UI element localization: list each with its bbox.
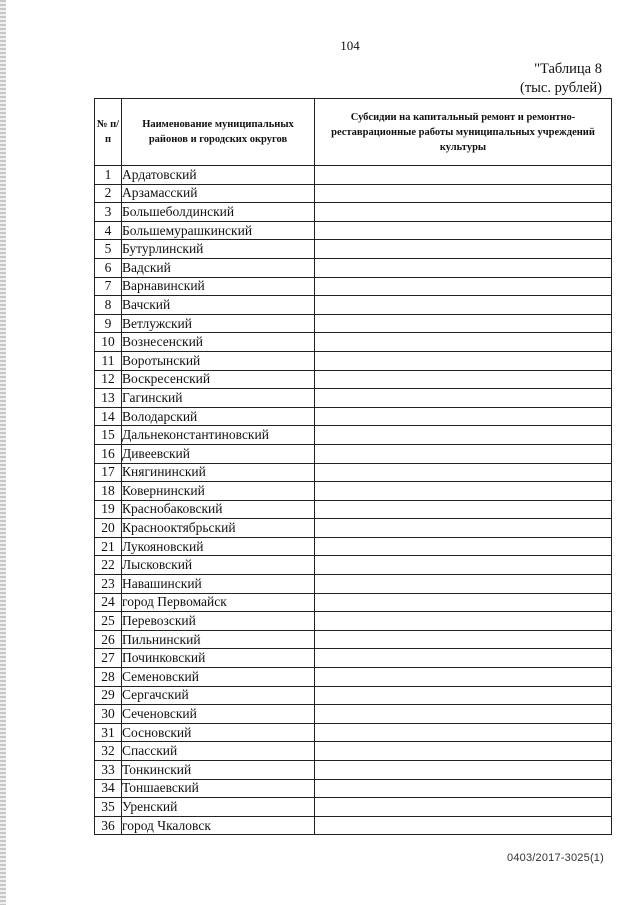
district-name: Варнавинский [122, 277, 315, 296]
row-number: 30 [95, 705, 122, 724]
subsidy-value [315, 314, 612, 333]
table-body [95, 166, 612, 835]
subsidy-value [315, 370, 612, 389]
district-name: Краснобаковский [122, 500, 315, 519]
table-row [95, 482, 612, 501]
subsidy-value [315, 779, 612, 798]
table-row [95, 166, 612, 185]
row-number: 7 [95, 277, 122, 296]
district-name: Пильнинский [122, 630, 315, 649]
district-name: Дальнеконстантиновский [122, 426, 315, 445]
subsidy-table [94, 98, 612, 835]
subsidy-value [315, 537, 612, 556]
row-number: 29 [95, 686, 122, 705]
table-row [95, 593, 612, 612]
subsidy-value [315, 761, 612, 780]
table-row [95, 258, 612, 277]
row-number: 23 [95, 575, 122, 594]
table-row [95, 370, 612, 389]
table-row [95, 277, 612, 296]
subsidy-value [315, 798, 612, 817]
subsidy-value [315, 593, 612, 612]
header-name: Наименование муниципальных районов и городских округов [122, 99, 315, 166]
subsidy-value [315, 575, 612, 594]
subsidy-value [315, 630, 612, 649]
table-row [95, 314, 612, 333]
district-name: Сергачский [122, 686, 315, 705]
row-number: 17 [95, 463, 122, 482]
subsidy-value [315, 444, 612, 463]
subsidy-value [315, 742, 612, 761]
table-row [95, 761, 612, 780]
subsidy-value [315, 426, 612, 445]
row-number: 5 [95, 240, 122, 259]
district-name: Спасский [122, 742, 315, 761]
table-row [95, 612, 612, 631]
row-number: 32 [95, 742, 122, 761]
row-number: 20 [95, 519, 122, 538]
table-row [95, 389, 612, 408]
document-code: 0403/2017-3025(1) [507, 852, 604, 864]
subsidy-value [315, 389, 612, 408]
subsidy-value [315, 500, 612, 519]
subsidy-value [315, 649, 612, 668]
table-row [95, 333, 612, 352]
district-name: Вознесенский [122, 333, 315, 352]
table-title: "Таблица 8 [534, 61, 602, 77]
page-number: 104 [340, 38, 360, 53]
row-number: 18 [95, 482, 122, 501]
subsidy-value [315, 351, 612, 370]
subsidy-value [315, 221, 612, 240]
row-number: 13 [95, 389, 122, 408]
row-number: 24 [95, 593, 122, 612]
table-row [95, 686, 612, 705]
table-row [95, 649, 612, 668]
table-row [95, 240, 612, 259]
district-name: Гагинский [122, 389, 315, 408]
district-name: Уренский [122, 798, 315, 817]
table-row [95, 723, 612, 742]
district-name: Ардатовский [122, 166, 315, 185]
district-name: Тонкинский [122, 761, 315, 780]
table-row [95, 463, 612, 482]
subsidy-value [315, 668, 612, 687]
table-row [95, 798, 612, 817]
district-name: город Первомайск [122, 593, 315, 612]
district-name: Ветлужский [122, 314, 315, 333]
subsidy-value [315, 333, 612, 352]
district-name: Краснооктябрьский [122, 519, 315, 538]
row-number: 26 [95, 630, 122, 649]
district-name: Тоншаевский [122, 779, 315, 798]
row-number: 4 [95, 221, 122, 240]
row-number: 14 [95, 407, 122, 426]
row-number: 22 [95, 556, 122, 575]
table-units: (тыс. рублей) [520, 80, 602, 96]
header-subsidy: Субсидии на капитальный ремонт и ремонтно-реставрационные работы муниципальных учреждений культуры [315, 99, 612, 166]
table-row [95, 519, 612, 538]
table-row [95, 296, 612, 315]
table-row [95, 203, 612, 222]
row-number: 12 [95, 370, 122, 389]
row-number: 27 [95, 649, 122, 668]
district-name: Сосновский [122, 723, 315, 742]
row-number: 16 [95, 444, 122, 463]
row-number: 19 [95, 500, 122, 519]
table-row [95, 705, 612, 724]
subsidy-value [315, 296, 612, 315]
district-name: Ковернинский [122, 482, 315, 501]
row-number: 21 [95, 537, 122, 556]
table-row [95, 444, 612, 463]
subsidy-value [315, 556, 612, 575]
district-name: Бутурлинский [122, 240, 315, 259]
subsidy-value [315, 686, 612, 705]
row-number: 28 [95, 668, 122, 687]
subsidy-value [315, 407, 612, 426]
district-name: Починковский [122, 649, 315, 668]
row-number: 1 [95, 166, 122, 185]
subsidy-value [315, 482, 612, 501]
subsidy-value [315, 723, 612, 742]
district-name: Сеченовский [122, 705, 315, 724]
row-number: 36 [95, 816, 122, 835]
subsidy-value [315, 277, 612, 296]
table-row [95, 630, 612, 649]
table-row [95, 407, 612, 426]
row-number: 6 [95, 258, 122, 277]
subsidy-value [315, 258, 612, 277]
district-name: Володарский [122, 407, 315, 426]
district-name: Вадский [122, 258, 315, 277]
table-row [95, 221, 612, 240]
row-number: 11 [95, 351, 122, 370]
row-number: 25 [95, 612, 122, 631]
row-number: 2 [95, 184, 122, 203]
subsidy-value [315, 519, 612, 538]
district-name: Большемурашкинский [122, 221, 315, 240]
subsidy-value [315, 816, 612, 835]
table-row [95, 575, 612, 594]
subsidy-value [315, 184, 612, 203]
row-number: 35 [95, 798, 122, 817]
row-number: 9 [95, 314, 122, 333]
subsidy-value [315, 612, 612, 631]
header-number: № п/п [95, 99, 122, 166]
district-name: Дивеевский [122, 444, 315, 463]
district-name: Большеболдинский [122, 203, 315, 222]
district-name: Арзамасский [122, 184, 315, 203]
table-row [95, 426, 612, 445]
subsidy-value [315, 166, 612, 185]
row-number: 33 [95, 761, 122, 780]
table-row [95, 668, 612, 687]
table-row [95, 816, 612, 835]
district-name: Воскресенский [122, 370, 315, 389]
row-number: 10 [95, 333, 122, 352]
table-row [95, 742, 612, 761]
table-row [95, 351, 612, 370]
row-number: 8 [95, 296, 122, 315]
row-number: 31 [95, 723, 122, 742]
row-number: 15 [95, 426, 122, 445]
district-name: Вачский [122, 296, 315, 315]
district-name: Навашинский [122, 575, 315, 594]
district-name: город Чкаловск [122, 816, 315, 835]
district-name: Перевозский [122, 612, 315, 631]
district-name: Лукояновский [122, 537, 315, 556]
district-name: Лысковский [122, 556, 315, 575]
table-row [95, 500, 612, 519]
subsidy-value [315, 203, 612, 222]
subsidy-value [315, 705, 612, 724]
row-number: 3 [95, 203, 122, 222]
subsidy-value [315, 240, 612, 259]
scan-edge-shadow [0, 0, 6, 905]
table-row [95, 184, 612, 203]
table-row [95, 556, 612, 575]
table-row [95, 537, 612, 556]
district-name: Семеновский [122, 668, 315, 687]
district-name: Воротынский [122, 351, 315, 370]
table-header-row [95, 99, 612, 166]
table-row [95, 779, 612, 798]
subsidy-value [315, 463, 612, 482]
district-name: Княгининский [122, 463, 315, 482]
row-number: 34 [95, 779, 122, 798]
